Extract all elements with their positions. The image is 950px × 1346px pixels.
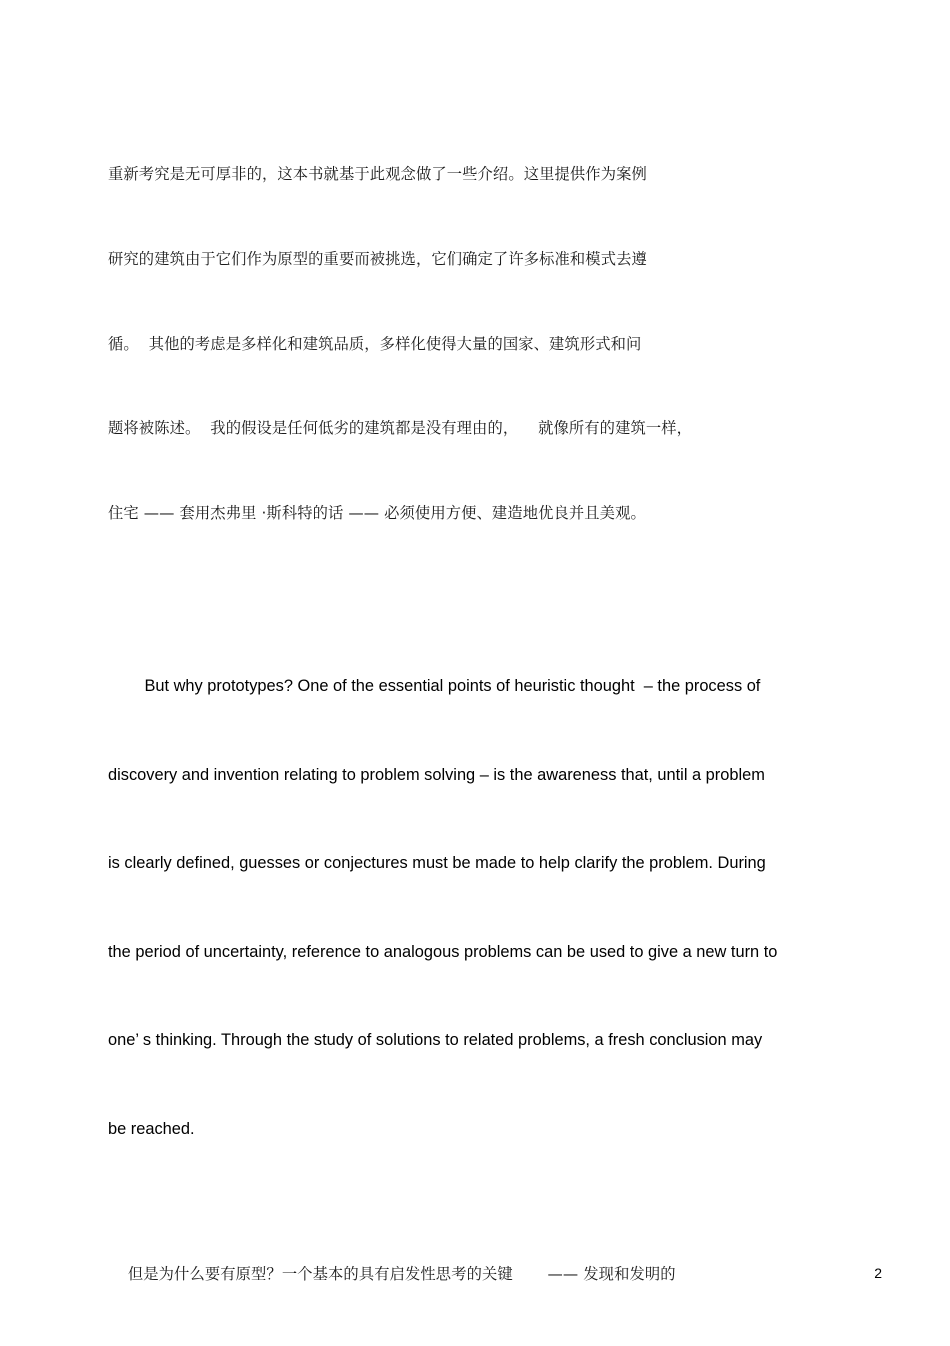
text-line: But why prototypes? One of the essential points of heuristic thought – the process of xyxy=(108,677,761,696)
text-line: 住宅 —— 套用杰弗里 ·斯科特的话 —— 必须使用方便、建造地优良并且美观。 xyxy=(108,503,646,522)
page-content xyxy=(108,104,848,1346)
paragraph-english-1 xyxy=(108,613,848,1203)
text-line: discovery and invention relating to problem solving – is the awareness that, until a problem xyxy=(108,765,765,784)
page-number: 2 xyxy=(874,1265,882,1281)
text-line: is clearly defined, guesses or conjectures must be made to help clarify the problem. During xyxy=(108,854,766,873)
text-line: be reached. xyxy=(108,1119,195,1138)
text-line: 重新考究是无可厚非的，这本书就基于此观念做了一些介绍。这里提供作为案例 xyxy=(108,165,647,184)
text-line: the period of uncertainty, reference to analogous problems can be used to give a new turn to xyxy=(108,942,778,961)
text-line: 循。 其他的考虑是多样化和建筑品质，多样化使得大量的国家、建筑形式和问 xyxy=(108,334,642,353)
paragraph-chinese-2 xyxy=(108,1203,848,1346)
paragraph-spacer xyxy=(108,583,848,613)
text-line: 题将被陈述。 我的假设是任何低劣的建筑都是没有理由的， 就像所有的建筑一样， xyxy=(108,419,693,438)
text-line: 研究的建筑由于它们作为原型的重要而被挑选，它们确定了许多标准和模式去遵 xyxy=(108,250,647,269)
paragraph-chinese-1 xyxy=(108,104,848,583)
text-line: 但是为什么要有原型？一个基本的具有启发性思考的关键 —— 发现和发明的 xyxy=(108,1264,676,1283)
text-line: one’ s thinking. Through the study of solutions to related problems, a fresh conclusion may xyxy=(108,1031,763,1050)
